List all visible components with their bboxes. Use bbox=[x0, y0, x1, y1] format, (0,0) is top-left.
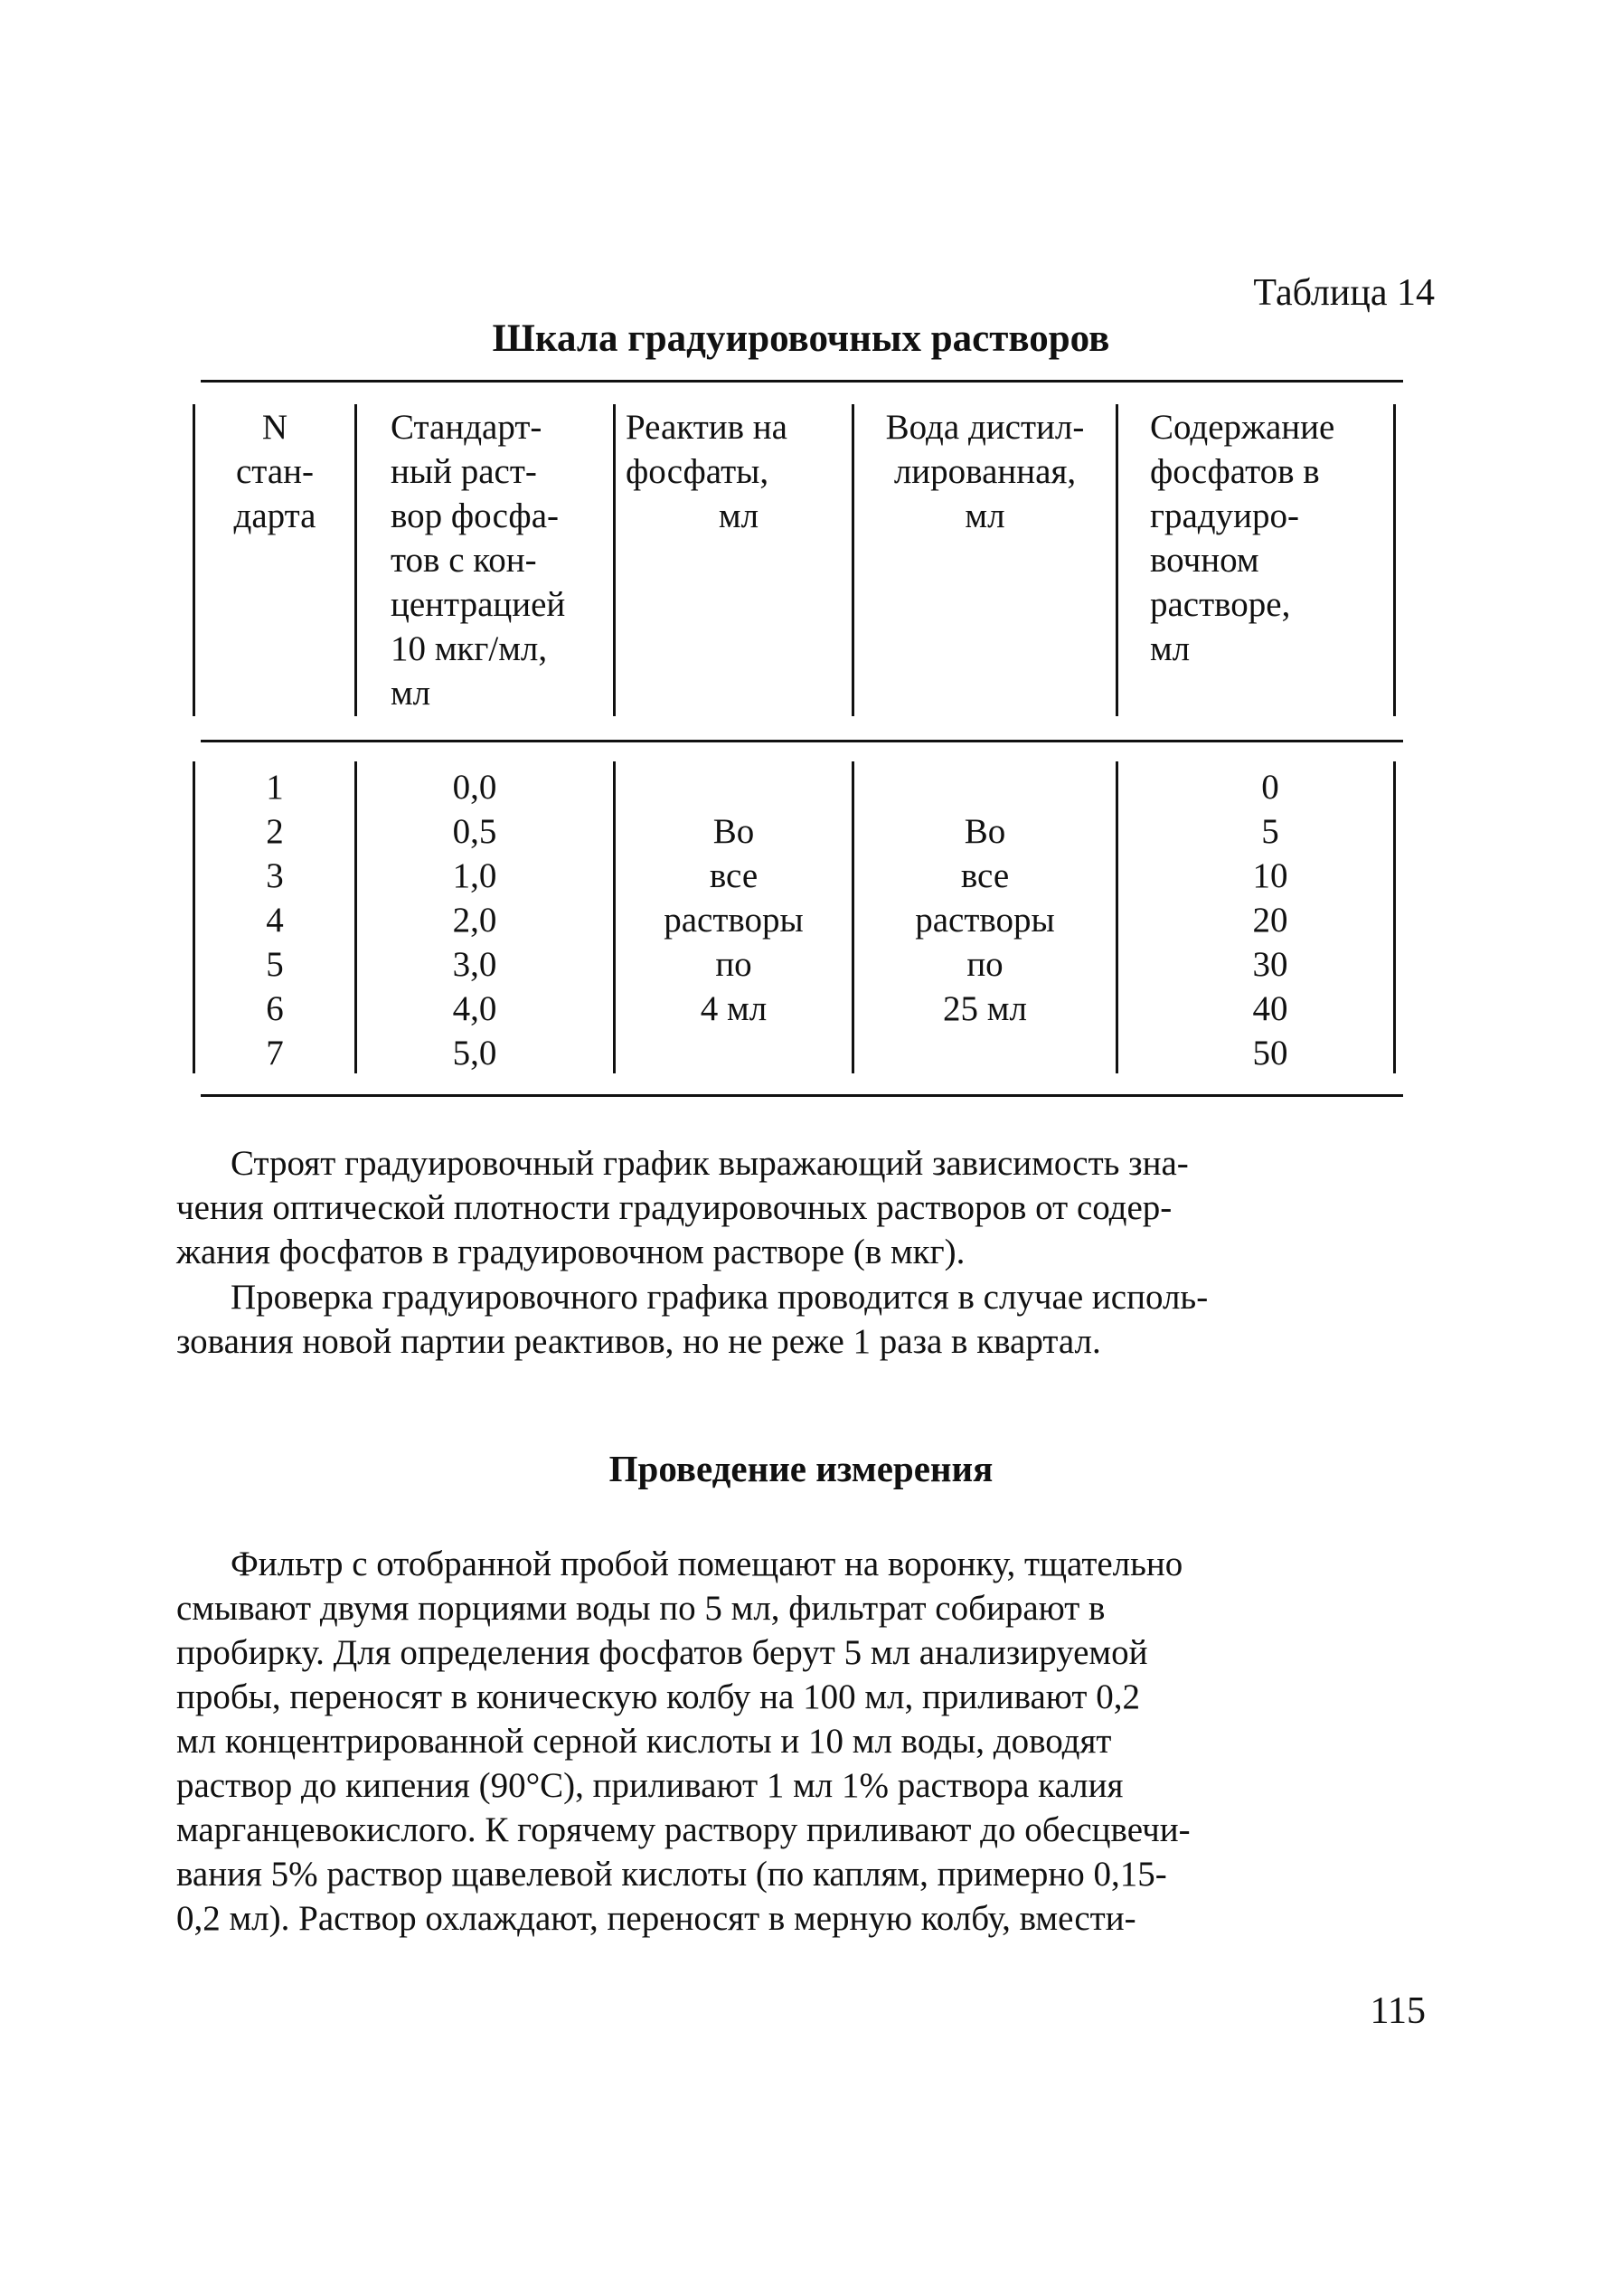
table-bottom-rule bbox=[201, 1094, 1403, 1097]
cell-content: 30 bbox=[1252, 945, 1288, 984]
cell-standard: 3,0 bbox=[452, 945, 497, 984]
header-content: Содержание фосфатов в градуиро- вочном растворе, мл bbox=[1150, 408, 1335, 668]
cell-n: 7 bbox=[266, 1034, 284, 1072]
table-top-rule bbox=[201, 380, 1403, 383]
table-vrule bbox=[1393, 761, 1396, 1073]
cell-standard: 5,0 bbox=[452, 1034, 497, 1072]
cell-standard: 1,0 bbox=[452, 856, 497, 895]
cell-content: 5 bbox=[1261, 812, 1279, 851]
page-number: 115 bbox=[1370, 1990, 1426, 2032]
reagent-note: Во все растворы по 4 мл bbox=[664, 812, 804, 1028]
header-n: N стан- дарта bbox=[233, 408, 316, 535]
table-label: Таблица 14 bbox=[1253, 272, 1435, 314]
cell-content: 50 bbox=[1252, 1034, 1288, 1072]
paragraph-measurement: Фильтр с отобранной пробой помещают на воронку, тщательно смывают двумя порциями воды по 5 мл, фильтрат собирают в пробирку. Для определения фосфатов берут 5 мл анализируемой пробы, переносят в коническую колбу на 100 мл, приливают 0,2 мл концентрированной серной кислоты и 10 мл воды, доводят раствор до кипения (90°С), приливают 1 мл 1% раствора калия марганцевокислого. К горячему раствору приливают до обесцвечи- вания 5% раствор щавелевой кислоты (по каплям, примерно 0,15- 0,2 мл). Раствор охлаждают, переносят в мерную колбу, вмести- bbox=[176, 1545, 1191, 1938]
cell-content: 20 bbox=[1252, 901, 1288, 940]
column-n bbox=[195, 765, 354, 1075]
cell-n: 5 bbox=[266, 945, 284, 984]
column-content bbox=[1202, 765, 1338, 1075]
section-title: Проведение измерения bbox=[608, 1448, 994, 1489]
cell-standard: 2,0 bbox=[452, 901, 497, 940]
header-water: Вода дистил- лированная, мл bbox=[885, 408, 1085, 535]
table-vrule bbox=[1116, 404, 1118, 716]
column-standard bbox=[357, 765, 592, 1075]
water-note: Во все растворы по 25 мл bbox=[915, 812, 1055, 1028]
table-header-rule bbox=[201, 740, 1403, 742]
table-vrule bbox=[1393, 404, 1396, 716]
paragraph-check: Проверка градуировочного графика проводится в случае исполь- зования новой партии реактивов, но не реже 1 раза в квартал. bbox=[176, 1278, 1209, 1361]
header-standard: Стандарт- ный раст- вор фосфа- тов с кон- центрацией 10 мкг/мл, мл bbox=[391, 408, 566, 713]
table-vrule bbox=[354, 404, 357, 716]
paragraph-graph: Строят градуировочный график выражающий зависимость зна- чения оптической плотности градуировочных растворов от содер- жания фосфатов в градуировочном растворе (в мкг). bbox=[176, 1144, 1189, 1271]
header-reagent: Реактив на фосфаты, мл bbox=[626, 408, 787, 535]
cell-n: 3 bbox=[266, 856, 284, 895]
table-vrule bbox=[613, 404, 616, 716]
cell-content: 0 bbox=[1261, 768, 1279, 807]
cell-n: 2 bbox=[266, 812, 284, 851]
table-title: Шкала градуировочных растворов bbox=[492, 317, 1110, 360]
cell-content: 40 bbox=[1252, 989, 1288, 1028]
cell-standard: 0,5 bbox=[452, 812, 497, 851]
cell-n: 6 bbox=[266, 989, 284, 1028]
cell-standard: 0,0 bbox=[452, 768, 497, 807]
cell-n: 4 bbox=[266, 901, 284, 940]
cell-n: 1 bbox=[266, 768, 284, 807]
cell-standard: 4,0 bbox=[452, 989, 497, 1028]
table-vrule bbox=[1116, 761, 1118, 1073]
cell-content: 10 bbox=[1252, 856, 1288, 895]
